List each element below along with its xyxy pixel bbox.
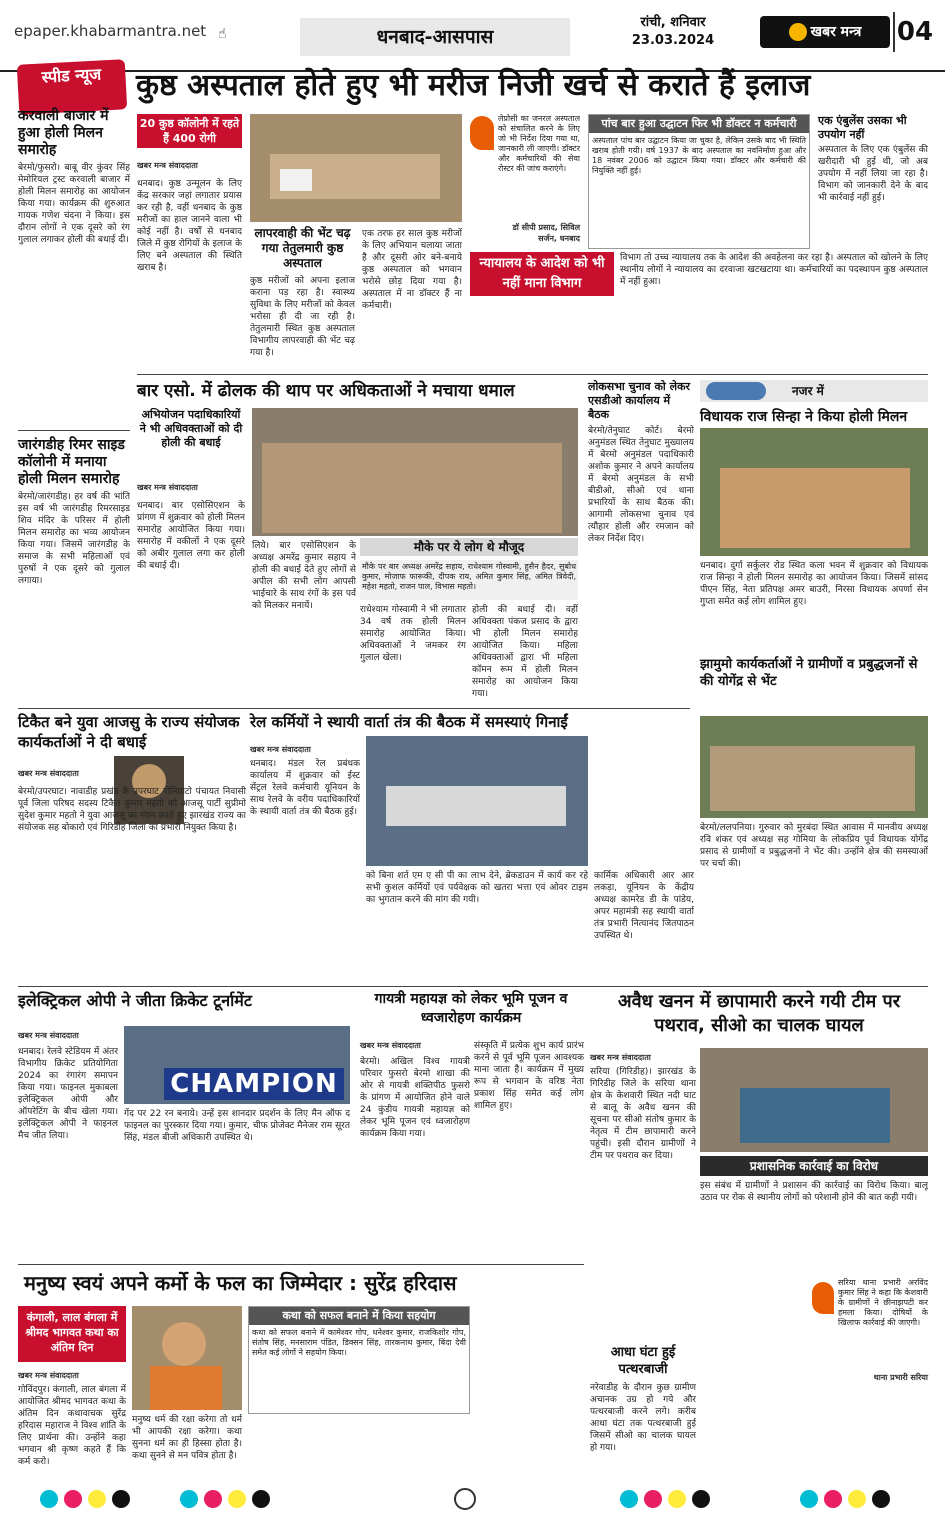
inaugurated-box bbox=[588, 114, 810, 249]
preacher-photo bbox=[132, 1306, 242, 1410]
railway-byline: खबर मन्त्र संवाददाता bbox=[250, 745, 311, 754]
holi-photo bbox=[252, 408, 578, 536]
cyan-dot bbox=[40, 1490, 58, 1508]
railway-head: रेल कर्मियों ने स्थायी वार्ता तंत्र की बैठक में समस्याएं गिनाईं bbox=[250, 713, 568, 731]
spiritual-text3 bbox=[248, 1418, 470, 1482]
nazar-people bbox=[720, 468, 910, 548]
quote-icon bbox=[470, 116, 494, 150]
left-story2-headline: जारंगडीह रिमर साइड कॉलोनी में मनाया होली मिलन समारोह bbox=[18, 437, 125, 487]
color-registration-strip bbox=[0, 1486, 945, 1512]
magenta-dot bbox=[644, 1490, 662, 1508]
cricket-text2: गेंद पर 22 रन बनाये। उन्हें इस शानदार प्रदर्शन के लिए मैन ऑफ द फाइनल का पुरस्कार दिया गया। कुमार, चीफ प्रोजेक्ट मैनेजर राम सूरत सिंह, मंडल बीजी अधिकारी उपस्थित थे। bbox=[124, 1109, 350, 1143]
ambulance-shape bbox=[280, 169, 312, 191]
main-headline: कुष्ठ अस्पताल होते हुए भी मरीज निजी खर्च से कराते हैं इलाज bbox=[136, 68, 811, 103]
half-hour-text: नरेवाडीह के दौरान कुछ ग्रामीण अचानक उग्र हो गये और पत्थरबाजी करने लगे। करीब आधा घंटा तक पत्थरबाजी हुई जिसमें सीओ का चालक घायल हो गया। bbox=[590, 1383, 696, 1453]
preacher-robe bbox=[150, 1366, 222, 1410]
quote-author: डॉ सीपी प्रसाद, सिविल सर्जन, धनबाद bbox=[512, 223, 580, 243]
main-text3: एक तरफ हर साल कुष्ठ मरीजों के लिए अभियान चलाया जाता है और दूसरी ओर बने-बनाये कुष्ठ अस्पताल को भगवान भरोसे छोड़ दिया गया है। अस्पताल में ना डॉक्टर हैं ना कर्मचारी। bbox=[362, 229, 462, 311]
holi-people bbox=[262, 443, 562, 533]
election-text: बेरमो/तेनुघाट कोर्ट। बेरमो अनुमंडल स्थित तेनुघाट मुख्यालय में बेरमो अनुमंडल पदाधिकारी अशोक कुमार ने अपने कार्यालय में बेरमो अनुमंडल के सभी बीडीओ, सीओ एवं थाना प्रभारियों के साथ बैठक की। आगामी लोकसभा चुनाव एवं त्यौहार होली और रमजान को लेकर निर्देश दिए। bbox=[588, 426, 694, 544]
nazar-photo bbox=[700, 428, 928, 556]
quote-text: लेप्रोसी का जनरल अस्पताल को संचालित करने के लिए जो भी निर्देश दिया गया था, जानकारी ली जाएगी। डॉक्टर और कर्मचारियों की सेवा रोस्टर की जांच कराएंगे। bbox=[498, 114, 580, 173]
helper-text: कथा को सफल बनाने में कामेश्वर गोप, धनेश्वर कुमार, राजकिशोर गोप, संतोष सिंह, मनसाराम पंडित, डिक्सन सिंह, तारकनाथ कुमार, बिंदा देवी समेत कई लोगों ने सहयोग किया। bbox=[252, 1328, 466, 1357]
gayatri-text2: संस्कृति में प्रत्येक शुभ कार्य प्रारंभ करने से पूर्व भूमि पूजन आवश्यक माना जाता है। कार्यक्रम में मुख्य रूप से भगवान के वरिष्ठ नेता प्रकाश सिंह समेत कई लोग शामिल हुए। bbox=[474, 1041, 584, 1111]
champion-banner: CHAMPION bbox=[164, 1068, 344, 1100]
mining-quote-text: सरिया थाना प्रभारी अरविंद कुमार सिंह ने कहा कि केशवारी के ग्रामीणों ने छीनाझपटी कर हमला किया। दोषियों के खिलाफ कार्रवाई की जाएगी। bbox=[838, 1278, 928, 1327]
black-dot bbox=[112, 1490, 130, 1508]
holi-byline: खबर मन्त्र संवाददाता bbox=[137, 483, 198, 492]
city-day: रांची, शनिवार bbox=[640, 15, 706, 30]
spiritual-text: गोविंदपुर। कंगाली, लाल बंगला में आयोजित श्रीमद भागवत कथा के अंतिम दिन कथावाचक सुरेंद्र हरिदास महाराज ने विश्व शांति के लिए प्रार्थना की। उन्होंने कहा भगवान श्री कृष्ण कहते हैं कि कर्म करो। bbox=[18, 1385, 126, 1467]
spiritual-text4 bbox=[476, 1306, 584, 1482]
magenta-dot bbox=[64, 1490, 82, 1508]
railway-text1: धनबाद। मंडल रेल प्रबंधक कार्यालय में शुक्रवार को ईस्ट सेंट्रल रेलवे कर्मचारी यूनियन के साथ रेलवे के वरीय पदाधिकारियों के स्थायी वार्ता तंत्र की बैठक हुई। bbox=[250, 759, 360, 817]
election-story bbox=[588, 380, 694, 683]
half-hour-head: आधा घंटा हुई पत्थरबाजी bbox=[610, 1345, 676, 1377]
magenta-dot bbox=[204, 1490, 222, 1508]
divider bbox=[18, 430, 130, 431]
mining-quote bbox=[812, 1278, 928, 1388]
main-subbox: 20 कुष्ठ कॉलोनी में रहते हैं 400 रोगी bbox=[137, 114, 242, 148]
black-dot bbox=[872, 1490, 890, 1508]
gayatri-text: बेरमो। अखिल विश्व गायत्री परिवार फुसरो बेरमो शाखा की ओर से गायत्री शक्तिपीठ फुसरो के प्रांगण में आयोजित होने वाले 24 कुंडीय गायत्री महायज्ञ को लेकर भूमि पूजन एवं ध्वजारोहण कार्यक्रम किया गया। bbox=[360, 1057, 470, 1139]
cricket-head: इलेक्ट्रिकल ओपी ने जीता क्रिकेट टूर्नामेंट bbox=[18, 991, 252, 1010]
cyan-dot bbox=[800, 1490, 818, 1508]
youth-head: टिकैत बने युवा आजसु के राज्य संयोजक कार्यकर्ताओं ने दी बधाई bbox=[18, 713, 240, 751]
black-dot bbox=[692, 1490, 710, 1508]
nazar-logo bbox=[706, 382, 766, 400]
protest-text: इस संबंध में ग्रामीणों ने प्रशासन की कार्रवाई का विरोध किया। बालू उठाव पर रोक से स्थानीय लोगों को परेशानी होने की बात कही गयी। bbox=[700, 1181, 928, 1203]
railway-text3: कार्मिक अधिकारी आर आर लकड़ा, यूनियन के केंद्रीय अध्यक्ष कामरेड डी के पांडेय, अपर महामंत्री सह स्थायी वार्ता तंत्र प्रभारी नित्यानंद जितपाठन उपस्थित थे। bbox=[594, 871, 694, 941]
quote-box bbox=[470, 114, 580, 242]
cursor-icon: ☝ bbox=[218, 26, 227, 42]
spiritual-head: मनुष्य स्वयं अपने कर्मो के फल का जिम्मेदार : सुरेंद्र हरिदास bbox=[24, 1271, 457, 1295]
cricket-byline: खबर मन्त्र संवाददाता bbox=[18, 1031, 79, 1040]
yellow-dot bbox=[848, 1490, 866, 1508]
election-head: लोकसभा चुनाव को लेकर एसडीओ कार्यालय में बैठक bbox=[588, 380, 691, 421]
jmm-people bbox=[710, 746, 915, 811]
youth-byline: खबर मन्त्र संवाददाता bbox=[18, 769, 79, 778]
meeting-table bbox=[386, 786, 566, 826]
cricket-photo bbox=[124, 1026, 350, 1104]
masthead bbox=[0, 0, 945, 72]
helper-box bbox=[248, 1306, 470, 1414]
page-number: 04 bbox=[893, 12, 935, 52]
youth-text: बेरमो/उपरघाट। नावाडीह प्रखंड के उपरघाट गोनियाटो पंचायत निवासी पूर्व जिला परिषद सदस्य टिकैत कुमार महतो को आजसू पार्टी सुप्रीमो सुदेश कुमार महतो ने युवा आजसू का गठन करते हुए झारखंड राज्य का संयोजक सह बोकारो एवं गिरिडीह जिला का प्रभारी नियुक्त किया है। bbox=[18, 787, 246, 833]
cricket-text: धनबाद। रेलवे स्टेडियम में अंतर विभागीय क्रिकेट प्रतियोगिता 2024 का रंगारंग समापन किया गया। फाइनल मुकाबला इलेक्ट्रिकल ओपी और ऑपरेटिंग के बीच खेला गया। इलेक्ट्रिकल ओपी ने फाइनल मैच जीत लिया। bbox=[18, 1047, 118, 1141]
railway-photo bbox=[366, 736, 588, 866]
divider bbox=[18, 986, 928, 987]
mining-head: अवैध खनन में छापामारी करने गयी टीम पर पथराव, सीओ का चालक घायल bbox=[617, 991, 901, 1036]
divider bbox=[18, 1264, 584, 1265]
main-byline: खबर मन्त्र संवाददाता bbox=[137, 161, 198, 170]
holi-text4: होली की बधाई दी। वहीं अधिवक्ता पंकज प्रसाद के द्वारा भी होली मिलन समारोह आयोजित किया। महिला अधिवक्ताओं द्वारा भी महिला कॉमन रूम में होली मिलन समारोह का आयोजन किया गया। bbox=[472, 605, 578, 699]
yellow-dot bbox=[88, 1490, 106, 1508]
preacher-face bbox=[162, 1322, 206, 1366]
cyan-dot bbox=[620, 1490, 638, 1508]
holi-text3: राधेश्याम गोस्वामी ने भी लगातार 34 वर्ष तक होली मिलन समारोह आयोजित किया। अधिवक्ताओं ने जमकर रंग गुलाल खेला। bbox=[360, 605, 466, 663]
yellow-dot bbox=[668, 1490, 686, 1508]
nazar-tag: नजर में bbox=[792, 384, 824, 398]
quote-icon bbox=[812, 1282, 834, 1314]
nazar-bar bbox=[700, 380, 928, 402]
tractor-shape bbox=[740, 1088, 890, 1143]
holi-names: मौके पर बार अध्यक्ष अमरेंद्र सहाय, राधेश्याम गोस्वामी, हुसैन हैदर, सुबोध कुमार, मोजाफ फारूकी, दीपक राय, अमित कुमार सिंह, अमित त्रिवेदी, महेश महतो, राजन पाल, विभास महतो। bbox=[360, 560, 578, 600]
mining-quote-author: थाना प्रभारी सरिया bbox=[873, 1373, 928, 1382]
speed-news-badge: स्पीड न्यूज bbox=[17, 59, 127, 115]
court-headline: न्यायालय के आदेश को भी नहीं माना विभाग bbox=[470, 252, 614, 296]
helper-head: कथा को सफल बनाने में किया सहयोग bbox=[249, 1307, 469, 1325]
mining-text-more bbox=[700, 1276, 806, 1482]
mining-photo bbox=[700, 1048, 928, 1152]
main-text1: धनबाद। कुष्ठ उन्मूलन के लिए केंद्र सरकार जहां लगातार प्रयास कर रही है, वहीं धनबाद के कुष्ठ मरीजों का हाल जानने वाला भी कोई नहीं है। वर्षों से धनबाद जिले में कुष्ठ रोगियों के इलाज के लिए बने अस्पताल की स्थिति खराब है। bbox=[137, 179, 242, 273]
left-story2-text: बेरमो/जारंगडीह। हर वर्ष की भांति इस वर्ष भी जारंगडीह रिमरसाइड शिव मंदिर के परिसर में होली मिलन समारोह का भव्य आयोजन किया गया। जिसमें जारंगडीह के समाज के सभी महिलाओं एवं पुरुषों ने एक दूसरे को गुलाल लगाया। bbox=[18, 492, 130, 586]
mining-text-continued bbox=[590, 1276, 696, 1332]
mining-byline: खबर मन्त्र संवाददाता bbox=[590, 1053, 651, 1062]
registration-mark-icon bbox=[454, 1488, 476, 1510]
court-text-continued bbox=[470, 332, 928, 370]
holi-caption: मौके पर ये लोग थे मौजूद bbox=[360, 538, 578, 556]
jmm-head: झामुमो कार्यकर्ताओं ने ग्रामीणों व प्रबुद्धजनों से की योगेंद्र से भेंट bbox=[700, 657, 918, 689]
holi-subhead-box bbox=[137, 408, 245, 450]
site-url[interactable]: epaper.khabarmantra.net bbox=[14, 22, 207, 40]
issue-date: 23.03.2024 bbox=[631, 33, 715, 48]
ambulance-head: एक एंबुलेंस उसका भी उपयोग नहीं bbox=[818, 114, 907, 141]
holi-subhead: अभियोजन पदाधिकारियों ने भी अधिवक्ताओं को दी होली की बधाई bbox=[139, 408, 243, 449]
railway-text2: को बिना शर्त एम ए सी पी का लाभ देने, ब्रेकडाउन में कार्य कर रहे सभी कुशल कर्मियों एवं पर्यवेक्षक को खतरा भत्ता एवं ओवर टाइम का भुगतान करने की मांग की गयी। bbox=[366, 871, 588, 905]
court-text: विभाग तो उच्च न्यायालय तक के आदेश की अवहेलना कर रहा है। अस्पताल को खोलने के लिए स्थानीय लोगों ने न्यायालय का दरवाजा खटखटाया था। कर्मचारियों का पदस्थापन कुष्ठ अस्पताल में नहीं हुआ। bbox=[620, 253, 928, 287]
spiritual-byline: खबर मन्त्र संवाददाता bbox=[18, 1371, 79, 1380]
edition-title: धनबाद-आसपास bbox=[300, 18, 570, 56]
hospital-photo bbox=[250, 114, 462, 222]
mining-text-end bbox=[812, 1394, 928, 1482]
spiritual-text2: मनुष्य धर्म की रक्षा करेगा तो धर्म भी आपकी रक्षा करेगा। कथा सुनना धर्म का ही हिस्सा होता है। कथा सुनने से मन पवित्र होता है। bbox=[132, 1415, 242, 1461]
gayatri-byline: खबर मन्त्र संवाददाता bbox=[360, 1041, 421, 1050]
holi-text2: लिये। बार एसोसिएशन के अध्यक्ष अमरेंद्र कुमार सहाय ने होली की बधाई देते हुए लोगों से अपील की सभी लोग आपसी भाईचारे के साथ रंगों के इस पर्व को मिलकर मनायें। bbox=[252, 541, 356, 611]
main-text2: कुष्ठ मरीजों को अपना इलाज कराना पड़ रहा है। स्वास्थ्य सुविधा के लिए मरीजों को केवल भरोसा ही दी जा रही है। तेतुलमारी स्थित कुष्ठ अस्पताल विभागीय लापरवाही की भेंट चढ़ गया है। bbox=[250, 276, 355, 358]
brand-name: खबर मन्त्र bbox=[810, 24, 862, 40]
brand-icon bbox=[789, 23, 807, 41]
left-column bbox=[18, 108, 130, 721]
gayatri-head: गायत्री महायज्ञ को लेकर भूमि पूजन व ध्वजारोहण कार्यक्रम bbox=[374, 991, 568, 1026]
magenta-dot bbox=[824, 1490, 842, 1508]
inaugurated-head: पांच बार हुआ उद्घाटन फिर भी डॉक्टर न कर्मचारी bbox=[589, 115, 809, 133]
jmm-text: बेरमो/ललपनिया। गुरुवार को मुरबंदा स्थित आवास में मानवीय अध्यक्ष रवि शंकर एवं अध्यक्ष सह गोमिया के लोकप्रिय पूर्व विधायक योगेंद्र प्रसाद से ग्रामीणों व प्रबुद्धजनों ने भेंट की। उन्होंने क्षेत्र की समस्याओं पर चर्चा की। bbox=[700, 823, 928, 869]
divider bbox=[18, 708, 690, 709]
nazar-head: विधायक राज सिन्हा ने किया होली मिलन bbox=[700, 409, 908, 425]
holi-headline: बार एसो. में ढोलक की थाप पर अधिकताओं ने मचाया धमाल bbox=[137, 381, 515, 401]
left-story1-text: बेरमो/फुसरो। बाबू वीर कुंवर सिंह मेमोरियल ट्रस्ट करवाली बाजार में होली मिलन समारोह का आयोजन किया गया। कार्यक्रम की शुरुआत गायक गणेश चंदना ने किया। इस दौरान लोगों ने एक दूसरे को रंग गुलाल लगाकर होली की बधाई दी। bbox=[18, 163, 130, 245]
protest-banner: प्रशासनिक कार्रवाई का विरोध bbox=[700, 1156, 928, 1176]
holi-text1: धनबाद। बार एसोसिएशन के प्रांगण में शुक्रवार को होली मिलन समारोह आयोजित किया गया। समारोह में वकीलों ने एक दूसरे को अबीर गुलाल लगा कर होली की बधाई दी। bbox=[137, 501, 245, 571]
jmm-photo bbox=[700, 716, 928, 818]
spiritual-left-head: कंगाली, लाल बंगला में श्रीमद भागवत कथा का अंतिम दिन bbox=[18, 1306, 126, 1362]
mining-text: सरिया (गिरिडीह)। झारखंड के गिरिडीह जिले के सरिया थाना क्षेत्र के केशवारी स्थित नदी घाट से बालू के अवैध खनन की सूचना पर सीओ संतोष कुमार के नेतृत्व में टीम छापामारी करने पहुंची। इसी दौरान ग्रामीणों ने टीम पर पथराव कर दिया। bbox=[590, 1067, 696, 1161]
brand-logo bbox=[760, 16, 890, 48]
cyan-dot bbox=[180, 1490, 198, 1508]
inaugurated-text: अस्पताल पांच बार उद्घाटन किया जा चुका है, लेकिन उसके बाद भी स्थिति खराब होती गयी। वर्ष 1937 के बाद अस्पताल का नवनिर्माण हुआ और 18 नवंबर 2006 को उद्घाटन किया गया। डॉक्टर और कर्मचारी की नियुक्ति नहीं हुई। bbox=[592, 136, 806, 175]
nazar-text: धनबाद। दुर्गा सर्कुलर रोड स्थित कला भवन में शुक्रवार को विधायक राज सिन्हा ने होली मिलन समारोह का आयोजन किया। जिसमें सांसद पीएन सिंह, नेता प्रतिपक्ष अमर बाउरी, निरसा विधायक अपर्णा सेन गुप्ता समेत कई लोग शामिल हुए। bbox=[700, 561, 928, 607]
black-dot bbox=[252, 1490, 270, 1508]
photo-caption: लापरवाही की भेंट चढ़ गया तेतुलमारी कुष्ठ अस्पताल bbox=[254, 226, 351, 270]
divider bbox=[137, 374, 928, 375]
left-story1-headline: करवाली बाजार में हुआ होली मिलन समारोह bbox=[18, 108, 109, 158]
ambulance-story bbox=[818, 114, 928, 254]
city-date bbox=[598, 14, 748, 50]
yellow-dot bbox=[228, 1490, 246, 1508]
ambulance-text: अस्पताल के लिए एक एंबुलेंस की खरीदारी भी हुई थी, जो अब उपयोग में नहीं लिया जा रहा है। विभाग को जानकारी देने के बाद भी कार्रवाई नहीं हुई। bbox=[818, 145, 928, 203]
